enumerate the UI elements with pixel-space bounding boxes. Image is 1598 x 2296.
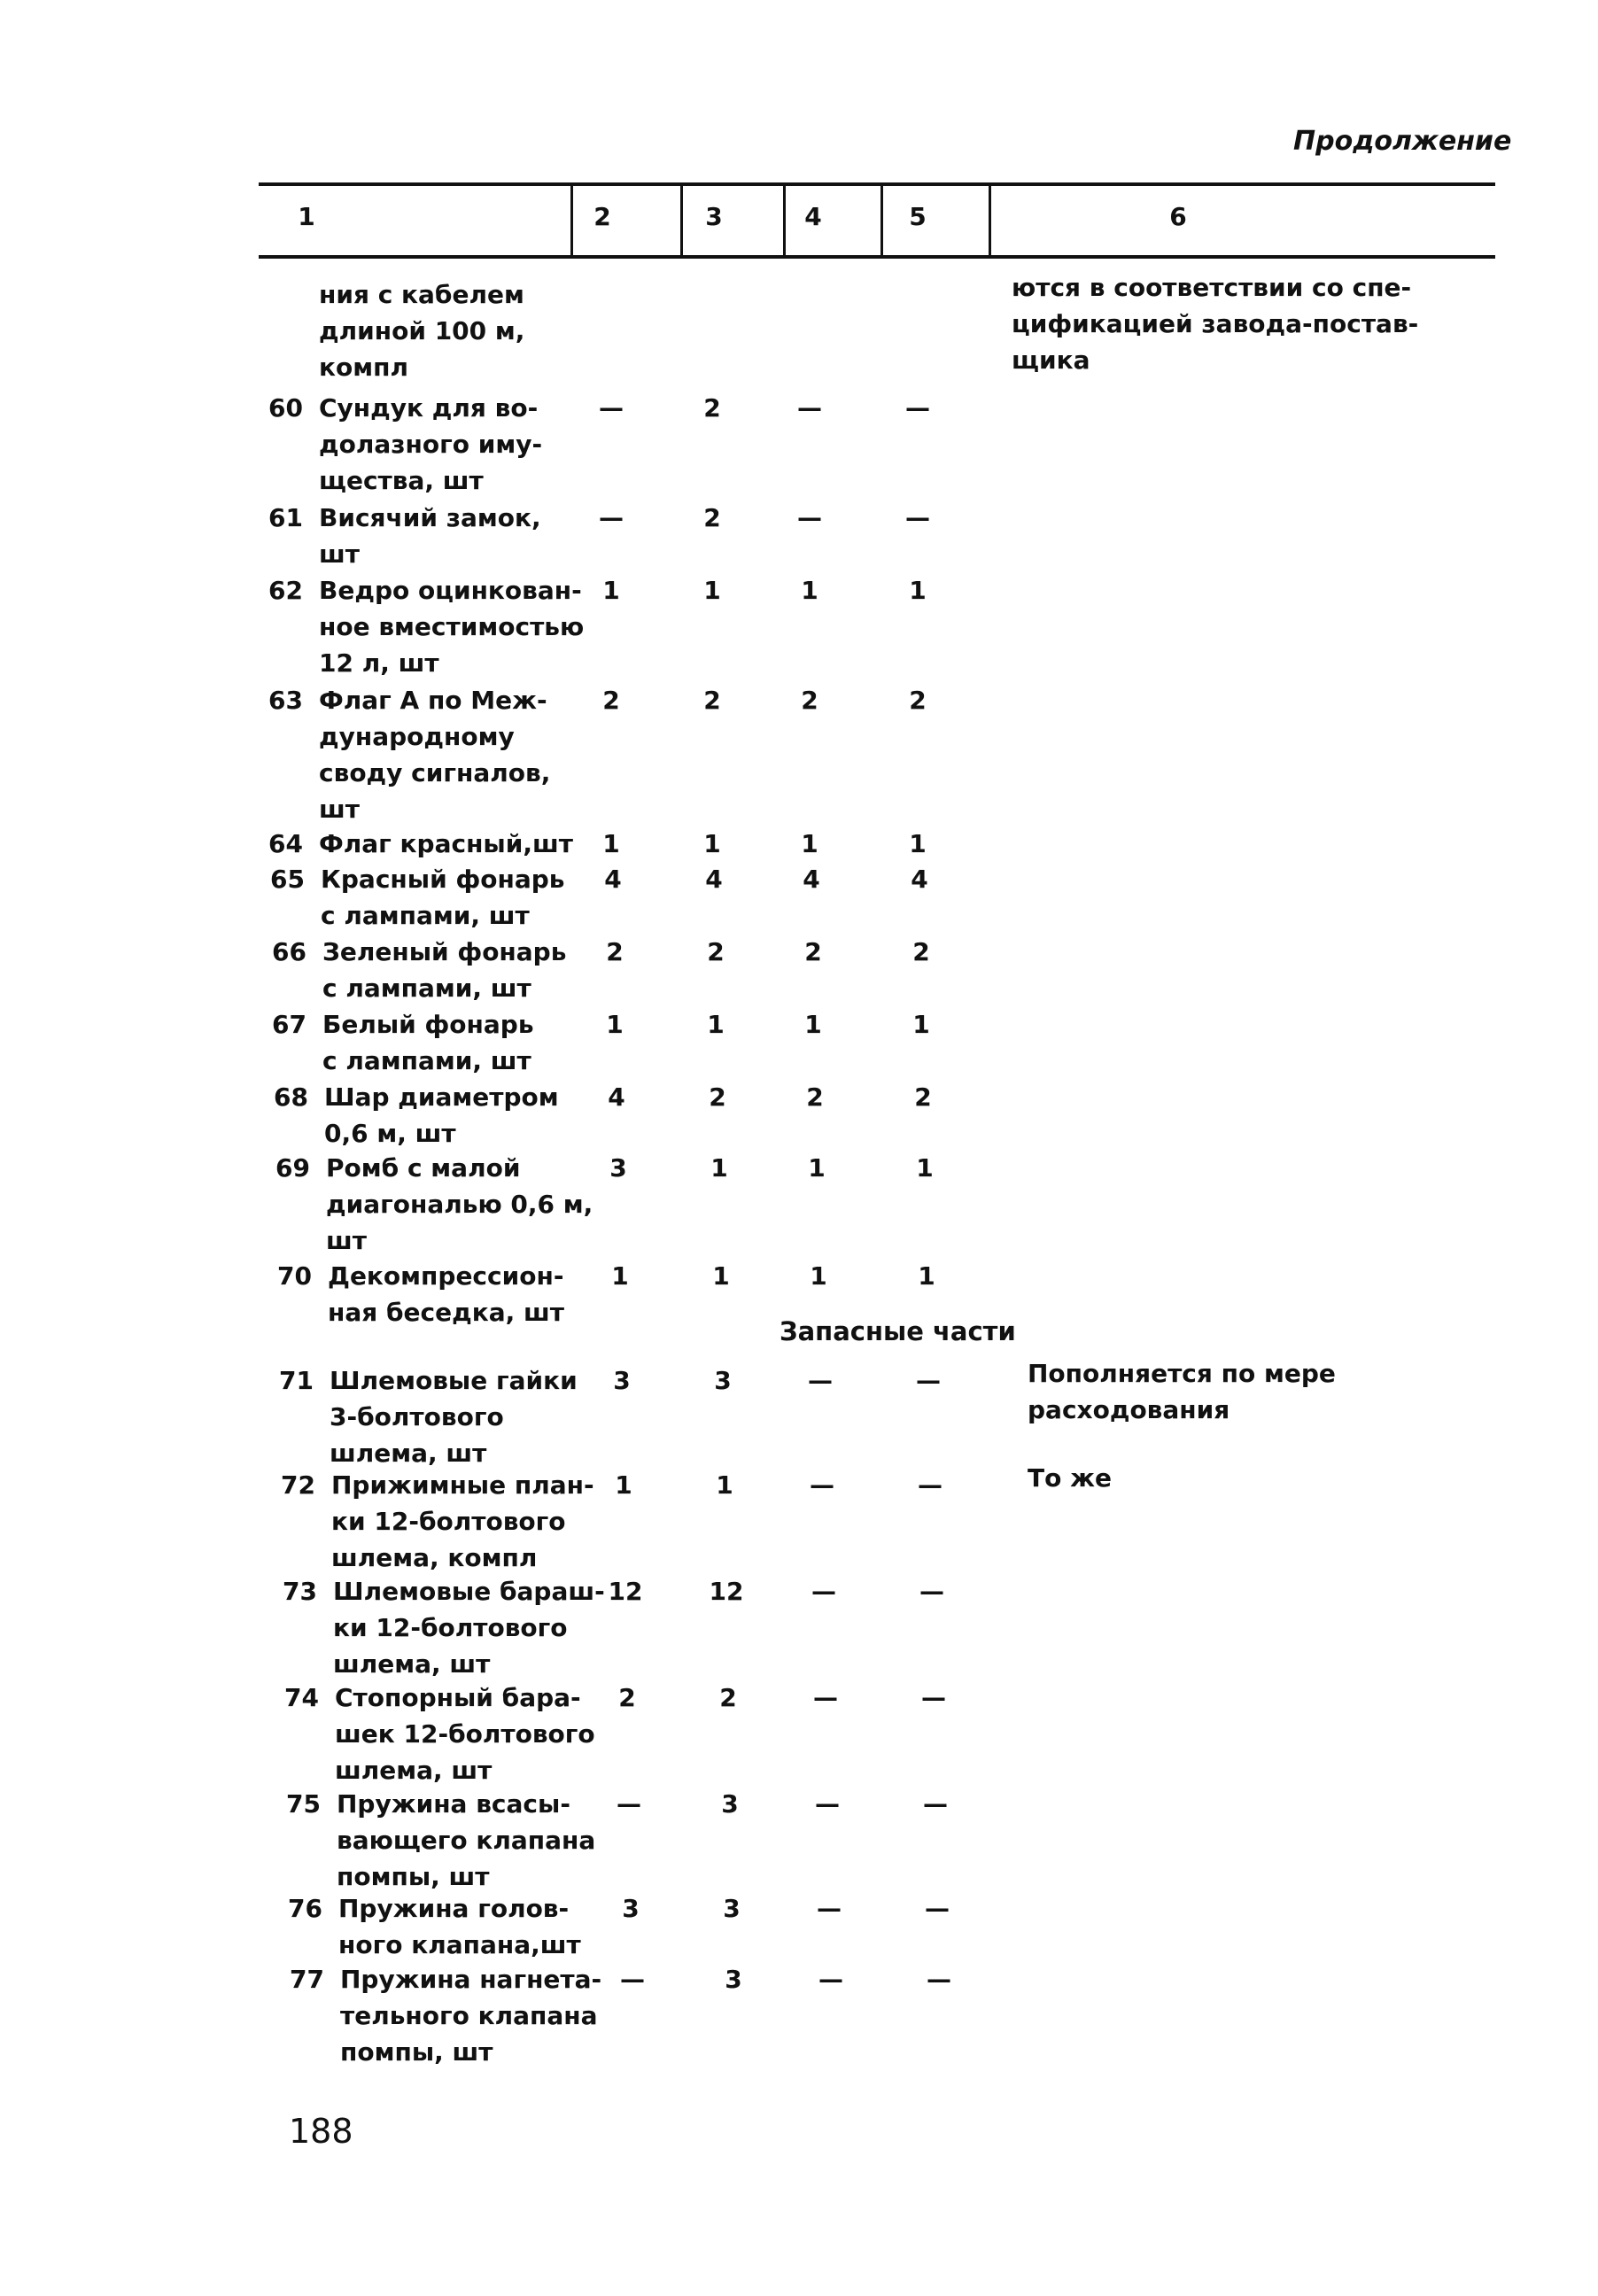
item-name: Красный фонарь с лампами, шт <box>321 865 565 930</box>
column-divider <box>989 186 991 255</box>
value-c2: 1 <box>602 576 620 605</box>
value-c4: 2 <box>801 686 818 715</box>
page-number: 188 <box>289 2112 353 2151</box>
value-c4: 2 <box>806 1082 824 1112</box>
value-c3: 3 <box>714 1366 732 1395</box>
value-c4: 1 <box>804 1010 822 1039</box>
value-c5: 1 <box>918 1261 935 1291</box>
value-c4: — <box>797 503 822 532</box>
value-c4: — <box>810 1470 834 1500</box>
value-c5: 1 <box>909 829 927 858</box>
value-c2: — <box>617 1789 641 1819</box>
row-number: 73 <box>283 1577 317 1606</box>
item-name: Шлемовые бараш- ки 12-болтового шлема, шт <box>333 1577 605 1679</box>
item-note: Пополняется по мере расходования <box>1028 1359 1336 1424</box>
value-c5: — <box>918 1470 943 1500</box>
item-note: То же <box>1028 1463 1112 1493</box>
value-c2: 4 <box>608 1082 625 1112</box>
value-c3: 2 <box>707 937 725 966</box>
value-c2: 1 <box>615 1470 632 1500</box>
row-number: 66 <box>272 937 306 966</box>
value-c3: 3 <box>725 1965 742 1994</box>
item-name: Сундук для во- долазного иму- щества, шт <box>319 393 543 495</box>
value-c3: 2 <box>703 393 721 423</box>
value-c2: 3 <box>613 1366 631 1395</box>
value-c5: — <box>916 1366 941 1395</box>
item-name: Висячий замок, шт <box>319 503 541 569</box>
value-c3: 3 <box>721 1789 739 1819</box>
row-number: 68 <box>274 1082 308 1112</box>
value-c5: — <box>923 1789 948 1819</box>
row-number: 76 <box>288 1894 322 1923</box>
value-c5: — <box>919 1577 944 1606</box>
value-c4: 2 <box>804 937 822 966</box>
row-number: 70 <box>277 1261 312 1291</box>
item-name: Шлемовые гайки 3-болтового шлема, шт <box>330 1366 578 1468</box>
row-number: 64 <box>268 829 303 858</box>
value-c5: 2 <box>912 937 930 966</box>
value-c5: 1 <box>912 1010 930 1039</box>
row-number: 72 <box>281 1470 315 1500</box>
value-c4: 1 <box>810 1261 827 1291</box>
value-c4: — <box>811 1577 836 1606</box>
row-number: 75 <box>286 1789 321 1819</box>
value-c4: — <box>817 1894 842 1923</box>
value-c5: 2 <box>909 686 927 715</box>
value-c4: — <box>813 1683 838 1712</box>
row-number: 67 <box>272 1010 306 1039</box>
value-c3: 1 <box>703 829 721 858</box>
value-c2: 1 <box>606 1010 624 1039</box>
value-c5: — <box>925 1894 950 1923</box>
value-c5: 2 <box>914 1082 932 1112</box>
value-c3: 2 <box>703 686 721 715</box>
row-number: 60 <box>268 393 303 423</box>
value-c2: 2 <box>606 937 624 966</box>
row-number: 63 <box>268 686 303 715</box>
carryover-name: ния с кабелем длиной 100 м, компл <box>319 280 525 382</box>
value-c3: 2 <box>719 1683 737 1712</box>
value-c3: 1 <box>712 1261 730 1291</box>
value-c2: 12 <box>608 1577 643 1606</box>
value-c3: 1 <box>703 576 721 605</box>
value-c2: 1 <box>611 1261 629 1291</box>
value-c3: 1 <box>710 1153 728 1183</box>
item-name: Ромб с малой диагональю 0,6 м, шт <box>326 1153 593 1255</box>
value-c3: 2 <box>709 1082 726 1112</box>
value-c4: 1 <box>801 829 818 858</box>
value-c3: 4 <box>705 865 723 894</box>
carryover-note: ются в соответствии со спе- цификацией завода-постав- щика <box>1012 273 1419 375</box>
table-top-rule <box>259 182 1495 186</box>
section-title-spare-parts: Запасные части <box>780 1316 1016 1346</box>
value-c5: — <box>927 1965 951 1994</box>
value-c2: 2 <box>602 686 620 715</box>
value-c2: 3 <box>609 1153 627 1183</box>
row-number: 71 <box>279 1366 314 1395</box>
item-name: Прижимные план- ки 12-болтового шлема, компл <box>331 1470 594 1572</box>
column-number-5: 5 <box>909 202 927 231</box>
value-c5: — <box>921 1683 946 1712</box>
value-c4: 4 <box>803 865 820 894</box>
item-name: Белый фонарь с лампами, шт <box>322 1010 534 1075</box>
item-name: Стопорный бара- шек 12-болтового шлема, шт <box>335 1683 595 1785</box>
column-number-2: 2 <box>593 202 611 231</box>
value-c3: 1 <box>716 1470 733 1500</box>
continuation-label: Продолжение <box>1293 126 1512 157</box>
item-name: Флаг А по Меж- дународному своду сигналов, шт <box>319 686 551 824</box>
value-c2: — <box>620 1965 645 1994</box>
item-name: Шар диаметром 0,6 м, шт <box>324 1082 559 1148</box>
item-name: Пружина голов- ного клапана,шт <box>338 1894 581 1959</box>
row-number: 65 <box>270 865 305 894</box>
column-number-3: 3 <box>705 202 723 231</box>
value-c3: 12 <box>709 1577 744 1606</box>
row-number: 77 <box>290 1965 324 1994</box>
value-c2: 1 <box>602 829 620 858</box>
value-c5: 4 <box>911 865 928 894</box>
value-c2: — <box>599 393 624 423</box>
column-divider <box>680 186 683 255</box>
item-name: Пружина всасы- вающего клапана помпы, шт <box>337 1789 596 1891</box>
value-c4: — <box>818 1965 843 1994</box>
row-number: 74 <box>284 1683 319 1712</box>
row-number: 69 <box>275 1153 310 1183</box>
row-number: 61 <box>268 503 303 532</box>
column-number-6: 6 <box>1169 202 1187 231</box>
value-c3: 1 <box>707 1010 725 1039</box>
value-c2: 2 <box>618 1683 636 1712</box>
value-c4: 1 <box>808 1153 826 1183</box>
value-c4: — <box>808 1366 833 1395</box>
value-c5: — <box>905 503 930 532</box>
item-name: Флаг красный,шт <box>319 829 573 858</box>
item-name: Зеленый фонарь с лампами, шт <box>322 937 567 1003</box>
table-header-bottom-rule <box>259 255 1495 259</box>
column-divider <box>783 186 786 255</box>
value-c4: — <box>815 1789 840 1819</box>
column-divider <box>880 186 883 255</box>
column-divider <box>570 186 573 255</box>
column-number-1: 1 <box>298 202 315 231</box>
value-c5: — <box>905 393 930 423</box>
value-c2: — <box>599 503 624 532</box>
value-c2: 3 <box>622 1894 640 1923</box>
item-name: Ведро оцинкован- ное вместимостью 12 л, шт <box>319 576 585 678</box>
value-c4: — <box>797 393 822 423</box>
row-number: 62 <box>268 576 303 605</box>
value-c3: 3 <box>723 1894 741 1923</box>
item-name: Пружина нагнета- тельного клапана помпы, шт <box>340 1965 602 2067</box>
value-c2: 4 <box>604 865 622 894</box>
value-c3: 2 <box>703 503 721 532</box>
column-number-4: 4 <box>804 202 822 231</box>
value-c5: 1 <box>916 1153 934 1183</box>
item-name: Декомпрессион- ная беседка, шт <box>328 1261 564 1327</box>
value-c5: 1 <box>909 576 927 605</box>
value-c4: 1 <box>801 576 818 605</box>
